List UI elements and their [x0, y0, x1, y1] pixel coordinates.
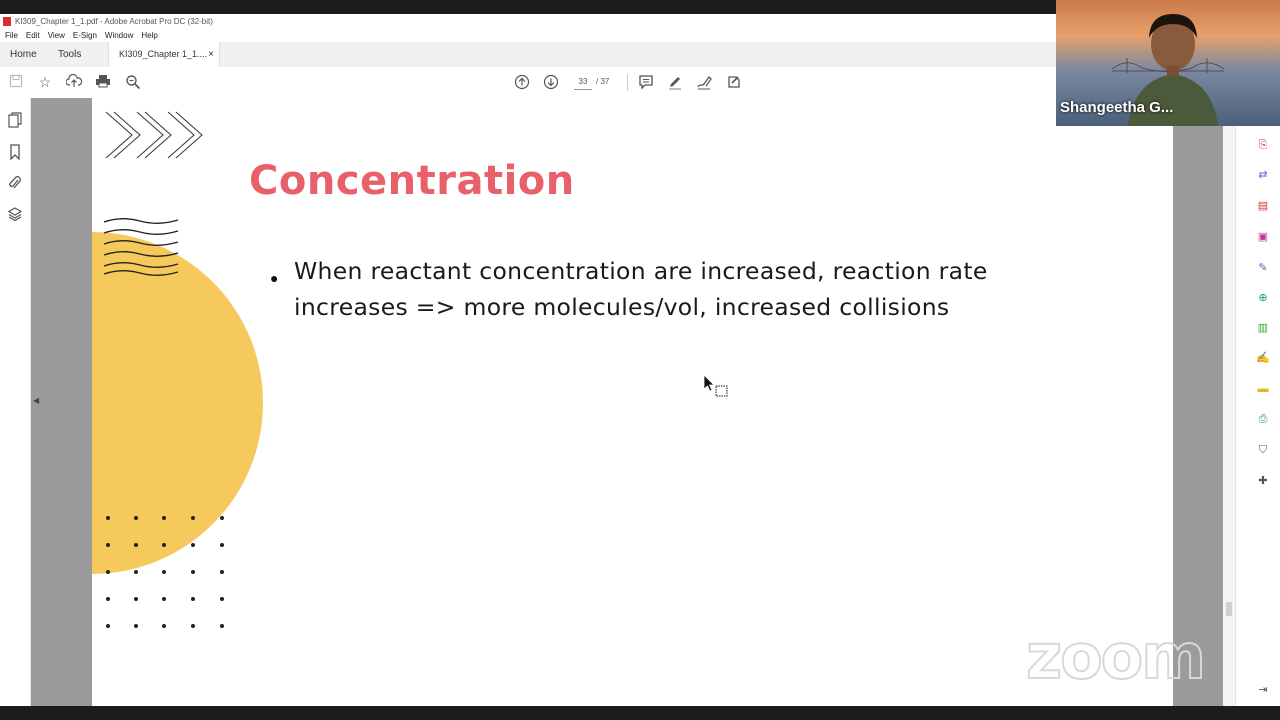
menu-file[interactable]: File [5, 31, 18, 40]
compress-icon[interactable]: ▣ [1257, 231, 1269, 243]
pages-icon[interactable] [7, 112, 23, 128]
tab-document-label: KI309_Chapter 1_1.... [119, 49, 208, 59]
star-icon[interactable]: ☆ [38, 74, 52, 90]
comment-panel-icon[interactable]: ▬ [1257, 383, 1269, 395]
collapse-left-icon[interactable]: ◀ [33, 396, 40, 405]
upload-icon[interactable] [66, 74, 82, 90]
menu-edit[interactable]: Edit [25, 31, 40, 40]
tab-tools[interactable]: Tools [58, 49, 82, 60]
window-title: KI309_Chapter 1_1.pdf - Adobe Acrobat Pro DC (32-bit) [15, 17, 213, 26]
dot-grid-decoration [102, 512, 232, 632]
scan-icon[interactable]: ▥ [1257, 322, 1269, 334]
pdf-page [92, 98, 1173, 706]
edit-pdf-icon[interactable]: ✎ [1258, 262, 1268, 274]
tab-home[interactable]: Home [10, 49, 37, 60]
participant-name: Shangeetha G... [1060, 99, 1174, 116]
combine-icon[interactable]: ⊕ [1258, 292, 1268, 304]
bookmark-icon[interactable] [7, 144, 23, 160]
comment-icon[interactable] [638, 74, 654, 90]
zoom-watermark: zoom [1026, 620, 1204, 693]
bullet-dot: ● [270, 270, 279, 286]
page-count: / 37 [596, 77, 610, 86]
scrollbar-thumb[interactable] [1226, 602, 1232, 616]
toolbar-divider [627, 74, 628, 91]
more-tools-icon[interactable] [726, 74, 742, 90]
menu-esign[interactable]: E-Sign [72, 31, 97, 40]
print-production-icon[interactable]: ⎙ [1258, 413, 1268, 425]
document-margin-right [1173, 98, 1223, 706]
window-titlebar [0, 14, 1056, 29]
bullet-line-2: increases => more molecules/vol, increased collisions [294, 293, 950, 321]
more-tools-panel-icon[interactable]: ✚ [1258, 475, 1268, 487]
page-number-input[interactable]: 33 [574, 75, 592, 90]
page-down-icon[interactable] [543, 74, 559, 90]
left-nav-panel [0, 98, 31, 706]
screen-bottom-bar [0, 706, 1280, 720]
export-pdf-icon[interactable]: ⎘ [1258, 139, 1268, 151]
zoom-search-icon[interactable] [125, 74, 141, 90]
expand-panel-icon[interactable]: ⇥ [1258, 684, 1268, 696]
document-margin-left [31, 98, 92, 706]
bullet-text [294, 253, 1054, 325]
menu-help[interactable]: Help [141, 31, 158, 40]
organize-pages-icon[interactable]: ▤ [1257, 200, 1269, 212]
chevron-arrows-decoration [104, 108, 214, 168]
right-tools-panel [1235, 126, 1280, 706]
menu-bar [0, 29, 1056, 42]
layers-icon[interactable] [7, 206, 23, 222]
highlight-icon[interactable] [667, 74, 683, 90]
menu-window[interactable]: Window [104, 31, 134, 40]
close-tab-icon[interactable]: × [208, 49, 214, 60]
bullet-line-1: When reactant concentration are increased, reaction rate [294, 257, 988, 285]
create-pdf-icon[interactable]: ⇄ [1258, 169, 1268, 181]
tab-bar [0, 42, 1056, 68]
slide-title: Concentration [249, 158, 575, 204]
menu-view[interactable]: View [47, 31, 65, 40]
print-icon[interactable] [95, 74, 111, 90]
page-up-icon[interactable] [514, 74, 530, 90]
protect-icon[interactable]: ⛉ [1258, 444, 1268, 456]
fill-sign-icon[interactable]: ✍ [1256, 352, 1270, 364]
attachment-icon[interactable] [7, 175, 23, 191]
sign-icon[interactable] [696, 74, 712, 90]
wavy-lines-decoration [102, 216, 182, 278]
pdf-icon [3, 17, 11, 26]
tab-document[interactable] [108, 42, 220, 67]
save-icon[interactable] [8, 74, 24, 90]
mouse-cursor-icon [703, 374, 729, 398]
